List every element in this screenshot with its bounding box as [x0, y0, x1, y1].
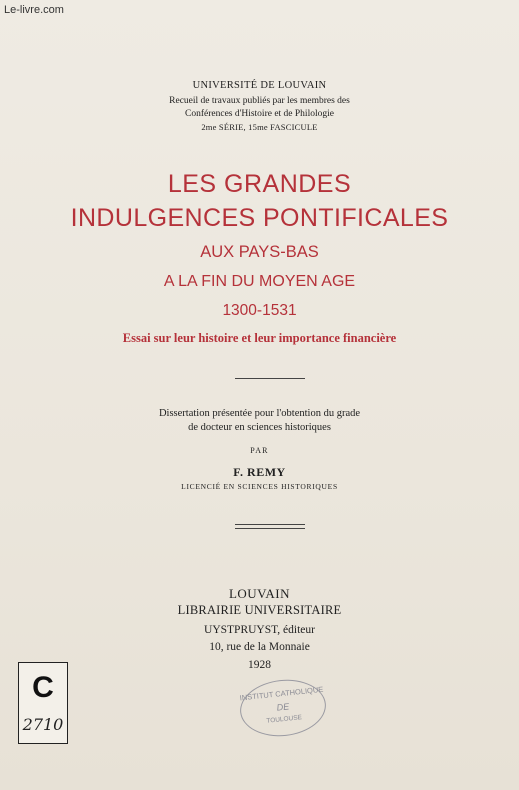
shelf-number: 2710 [22, 715, 64, 734]
stamp-line-1: INSTITUT CATHOLIQUE [239, 684, 324, 703]
title-dates: 1300-1531 [222, 302, 297, 319]
library-stamp [237, 676, 328, 741]
series-number: 2me SÉRIE, 15me FASCICULE [201, 122, 318, 132]
publication-year: 1928 [248, 659, 271, 671]
stamp-line-3: TOULOUSE [266, 714, 303, 725]
title-line-2: INDULGENCES PONTIFICALES [70, 204, 449, 232]
series-line-1: Recueil de travaux publiés par les membres des [169, 96, 350, 106]
divider-rule-top [235, 524, 305, 525]
divider-rule-bottom [235, 528, 305, 529]
stamp-line-2: DE [276, 701, 290, 713]
title-line-4: A LA FIN DU MOYEN AGE [163, 273, 356, 290]
shelf-label [18, 662, 68, 744]
publisher-editor: UYSTPRUYST, éditeur [204, 624, 315, 636]
dissertation-line-1: Dissertation présentée pour l'obtention du grade [158, 408, 361, 419]
university-name: UNIVERSITÉ DE LOUVAIN [192, 80, 327, 91]
series-line-2: Conférences d'Histoire et de Philologie [185, 109, 334, 119]
watermark: Le-livre.com [4, 4, 64, 16]
divider-rule [235, 378, 305, 379]
publisher-city: LOUVAIN [228, 586, 291, 601]
title-line-3: AUX PAYS-BAS [200, 243, 319, 261]
publisher-name: LIBRAIRIE UNIVERSITAIRE [177, 603, 342, 617]
author-credential: LICENCIÉ EN SCIENCES HISTORIQUES [181, 482, 338, 491]
dissertation-line-2: de docteur en sciences historiques [188, 422, 331, 433]
subtitle: Essai sur leur histoire et leur importance financière [122, 331, 397, 345]
author-name: F. REMY [233, 465, 286, 479]
shelf-letter: C [32, 671, 54, 704]
publisher-address: 10, rue de la Monnaie [209, 641, 310, 653]
by-label: PAR [250, 446, 269, 455]
title-line-1: LES GRANDES [167, 170, 352, 198]
